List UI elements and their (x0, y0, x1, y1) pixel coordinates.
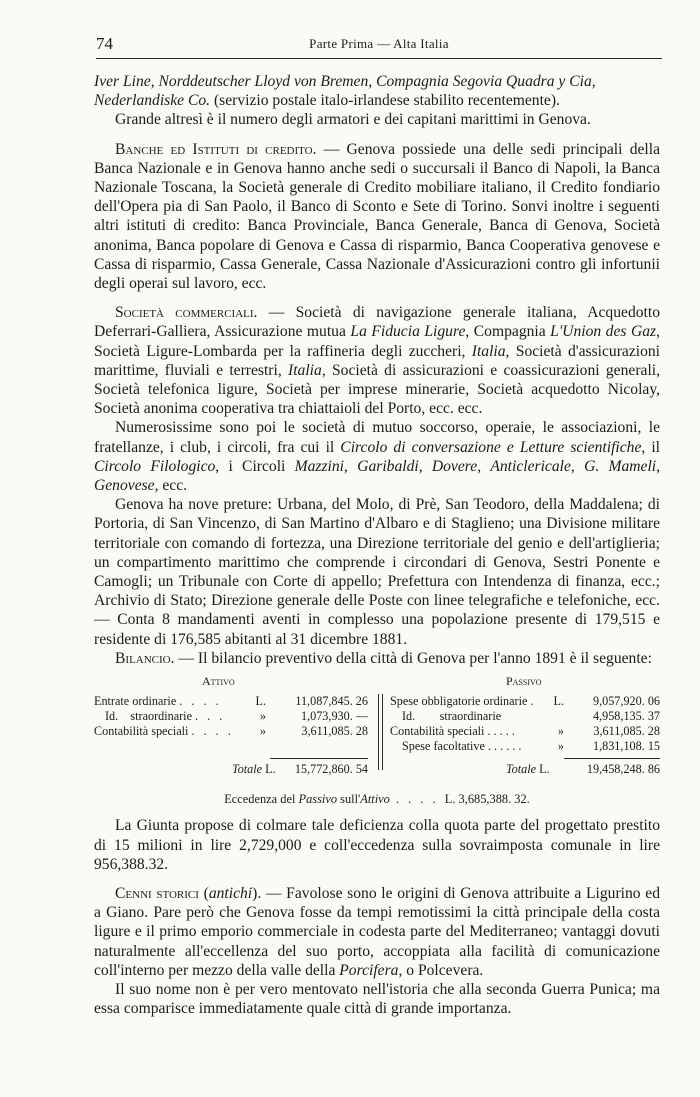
totale-passivo-label: Totale L. (506, 762, 550, 777)
passivo-value: 9,057,920. 06 (592, 694, 660, 709)
totale-passivo-value: 19,458,248. 86 (586, 762, 660, 777)
section-heading-societa: Società commerciali. (115, 304, 258, 322)
attivo-header: Attivo (202, 674, 235, 689)
section-heading-banche: Banche ed Istituti di credito. (115, 140, 317, 158)
attivo-value: 1,073,930. — (300, 709, 368, 724)
eccedenza-line: Eccedenza del Passivo sull'Attivo . . . . L. 3,685,388. 32. (224, 792, 530, 807)
column-divider (382, 694, 383, 770)
passivo-row: Spese facoltative . . . . . . (402, 739, 522, 754)
passivo-row: Id. straordinarie (402, 709, 502, 724)
paragraph-bilancio: Bilancio. — Il bilancio preventivo della città di Genova per l'anno 1891 è il seguente: (115, 649, 652, 667)
paragraph-armatori: Grande altresì è il numero degli armatori e dei capitani marittimi in Genova. (115, 111, 591, 129)
page-header (96, 28, 662, 58)
page-number: 74 (96, 34, 113, 53)
attivo-row: Entrate ordinarie . . . . (94, 694, 222, 709)
attivo-row: Contabilità speciali . . . . (94, 724, 234, 739)
passivo-value: 4,958,135. 37 (592, 709, 660, 724)
running-head: Parte Prima — Alta Italia (309, 36, 449, 51)
passivo-row: Contabilità speciali . . . . . (390, 724, 515, 739)
total-rule (564, 758, 660, 759)
paragraph-nome: Il suo nome non è per vero mentovato nell'istoria che alla seconda Guerra Punica; ma essa comparisce immediatamente quale città di grande importanza. (94, 980, 660, 1018)
paragraph-cenni-storici: Cenni storici (antichi). — Favolose sono le origini di Genova attribuite a Ligurino ed a Giano. Pare però che Genova fosse da tempi remotissimi la città principale della costa ligure e il primo emporio commerciale in codesta parte del Mediterraneo; vantaggi dovuti naturalmente all'eccellenza del suo porto, accoppiata alla facilità di comunicazione coll'interno per mezzo della valle della Porcifera, o Polcevera. (94, 884, 660, 979)
paragraph-giunta: La Giunta propose di colmare tale deficienza colla quota parte del progettato prestito di 15 milioni in lire 2,729,000 e coll'eccedenza sulla sovraimposta comunale in lire 956,388.32. (94, 817, 660, 873)
section-heading-cenni: Cenni storici (115, 884, 199, 902)
paragraph-shipping-lines: Iver Line, Norddeutscher Lloyd von Bremen, Compagnia Segovia Quadra y Cia, Nederlandiske Co. (servizio postale italo-irlandese stabilito recentemente). (94, 73, 596, 110)
paragraph-numerosissime: Numerosissime sono poi le società di mutuo soccorso, operaie, le associazioni, le fratellanze, i club, i circoli, fra cui il Circolo di conversazione e Letture scientifiche, il Circolo Filologico, i Circoli Mazzini, Garibaldi, Dovere, Anticlericale, G. Mameli, Genovese, ecc. (94, 419, 661, 495)
paragraph-societa: Società commerciali. — Società di navigazione generale italiana, Acquedotto Deferrari-Galliera, Assicurazione mutua La Fiducia Ligure, Compagnia L'Union des Gaz, Società Ligure-Lombarda per la raffineria degli zuccheri, Italia, Società d'assicurazioni marittime, fluviali e terrestri, Italia, Società di assicurazioni e coassicurazioni generali, Società telefonica ligure, Società per imprese minerarie, Società acquedotto Nicolay, Società anonima cooperativa tra chiattaioli del Porto, ecc. ecc. (94, 304, 661, 418)
passivo-header: Passivo (506, 674, 542, 689)
section-heading-bilancio: Bilancio. (115, 649, 175, 667)
paragraph-banche: Banche ed Istituti di credito. — Genova possiede una delle sedi principali della Banca Nazionale e in Genova hanno anche sedi o succursali il Banco di Napoli, la Banca Nazionale Toscana, la Società generale di Credito mobiliare italiano, il Credito fondiario dell'Opera pia di San Paolo, il Banco di Sconto e Sete di Torino. Sonvi inoltre i seguenti altri istituti di credito: Banca Provinciale, Banca Generale, Banca di Genova, Società anonima, Banca popolare di Genova e Cassa di risparmio, Banca Cooperativa genovese e Cassa di risparmio, Cassa Generale, Cassa Nazionale d'Assicurazioni contro gli infortunii degli operai sul lavoro, ecc. (94, 140, 660, 293)
column-divider (378, 694, 379, 770)
passivo-value: 1,831,108. 15 (592, 739, 660, 754)
total-rule (270, 758, 368, 759)
attivo-row: Id. straordinarie . . . (105, 709, 226, 724)
header-rule (96, 58, 662, 59)
paragraph-preture: Genova ha nove preture: Urbana, del Molo, di Prè, San Teodoro, della Maddalena; di Portoria, di San Vincenzo, di San Martino d'Albaro e di Staglieno; una Divisione militare territoriale con comando di fortezza, una Direzione territoriale del genio e dell'artiglieria; un compartimento marittimo che comprende i circondari di Genova, Sestri Ponente e Camogli; un Tribunale con Corte di appello; Prefettura con Intendenza di finanza, ecc.; Archivio di Stato; Direzione generale delle Poste con linee telegrafiche e telefoniche, ecc. — Conta 8 mandamenti aventi in complesso una popolazione presente di 179,515 e residente di 176,585 abitanti al 31 dicembre 1881. (94, 496, 660, 648)
budget-table: Attivo Passivo Entrate ordinarie . . . . L. 11,087,845. 26 Id. straordinarie . . . » 1,073,930. — Contabilità speciali . . . . » 3,611,085. 28 Spese obbligatorie ordinarie . L. 9,057,920. 06 Id. straordinarie 4,958,135. 37 Contabilità speciali . . . . . » 3,611,085. 28 Spese facoltative . . . . . . » 1,831,108. 15 Totale L. 15,772,860. 54 Totale L. 19,458,248. 86 (94, 674, 660, 777)
totale-attivo-value: 15,772,860. 54 (294, 762, 368, 777)
page-body (94, 72, 660, 1018)
attivo-value: 3,611,085. 28 (301, 724, 368, 739)
totale-attivo-label: Totale L. (232, 762, 276, 777)
attivo-value: 11,087,845. 26 (295, 694, 368, 709)
passivo-value: 3,611,085. 28 (593, 724, 660, 739)
passivo-row: Spese obbligatorie ordinarie . (390, 694, 534, 709)
